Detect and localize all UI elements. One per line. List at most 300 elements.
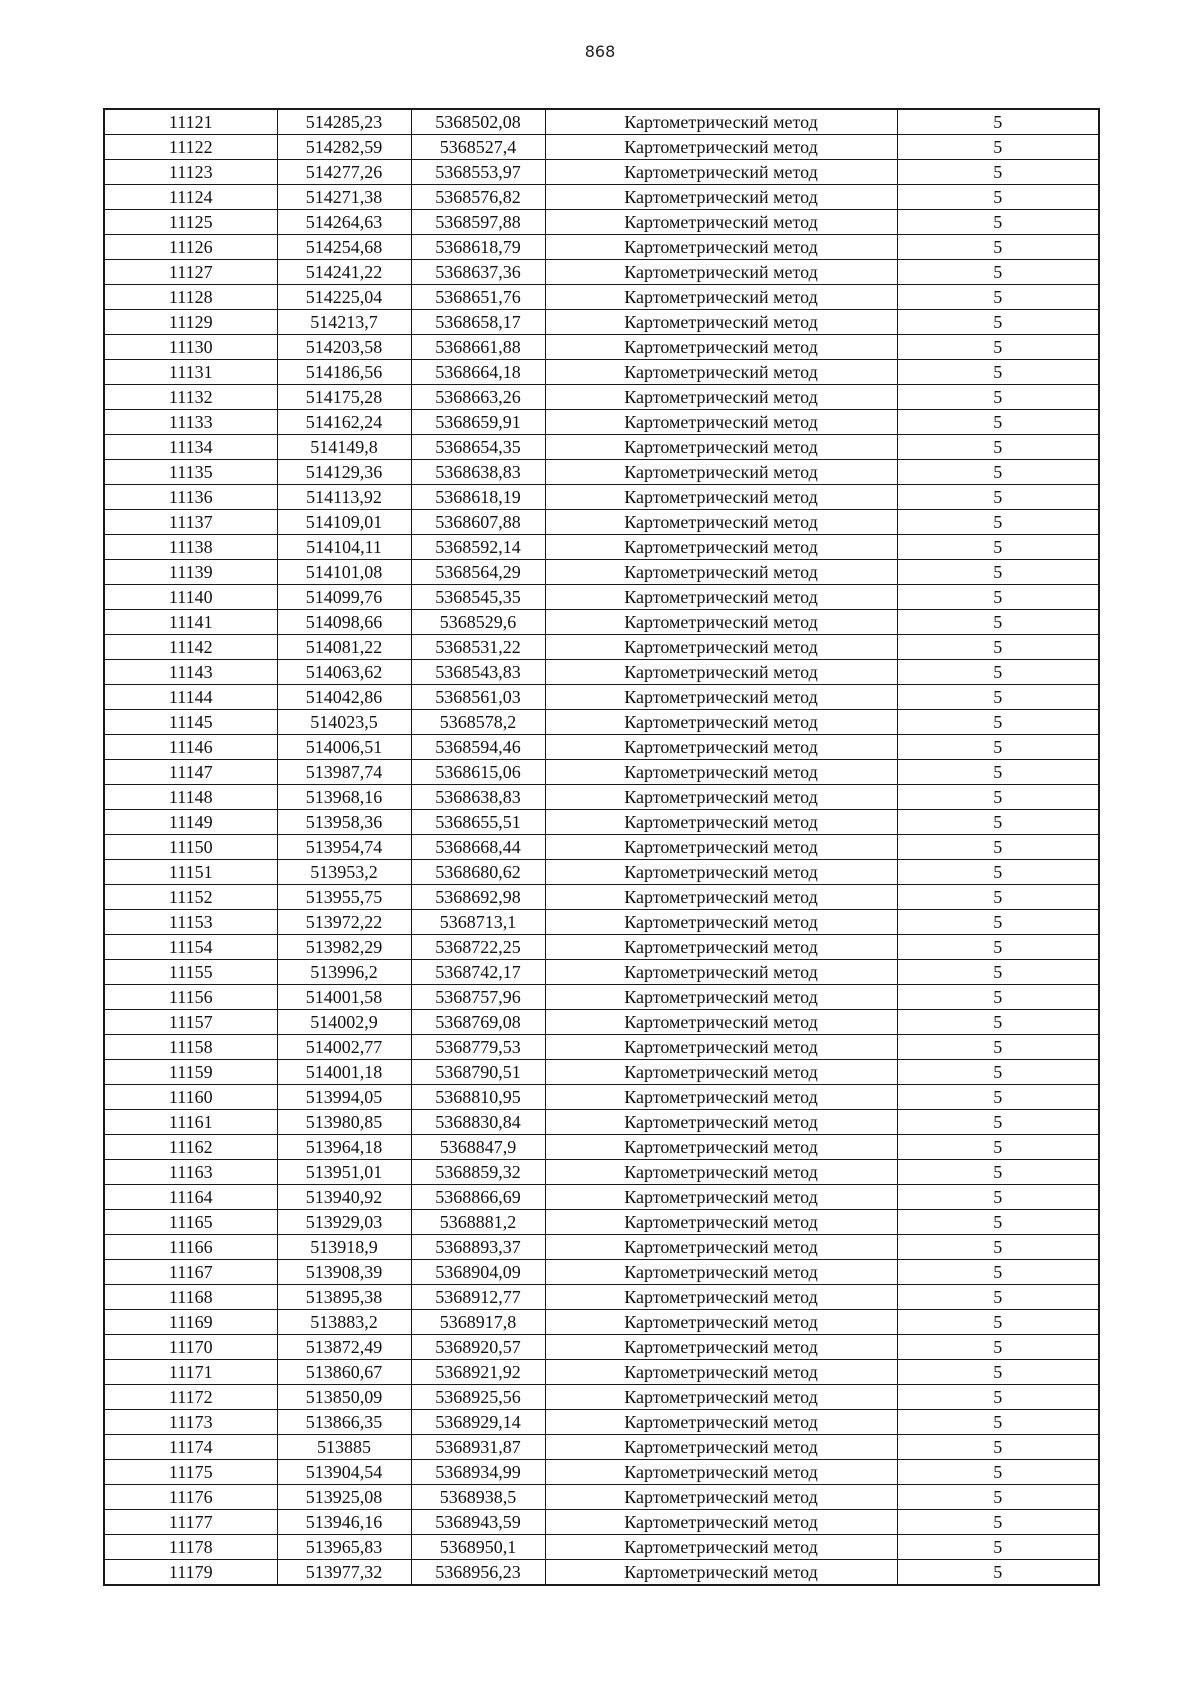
method-cell: Картометрический метод [545,210,897,235]
method-cell: Картометрический метод [545,685,897,710]
table-row [104,1360,1099,1385]
y-coordinate-cell: 5368904,09 [411,1260,545,1285]
table-row [104,860,1099,885]
accuracy-cell: 5 [897,435,1099,460]
accuracy-cell: 5 [897,1060,1099,1085]
x-coordinate-cell: 514101,08 [277,560,411,585]
y-coordinate-cell: 5368531,22 [411,635,545,660]
point-number-cell: 11137 [104,510,277,535]
x-coordinate-cell: 514001,58 [277,985,411,1010]
x-coordinate-cell: 514023,5 [277,710,411,735]
y-coordinate-cell: 5368929,14 [411,1410,545,1435]
table-row [104,1210,1099,1235]
y-coordinate-cell: 5368866,69 [411,1185,545,1210]
coordinates-table-body [104,109,1099,1585]
method-cell: Картометрический метод [545,1260,897,1285]
x-coordinate-cell: 514109,01 [277,510,411,535]
table-row [104,760,1099,785]
x-coordinate-cell: 514002,77 [277,1035,411,1060]
x-coordinate-cell: 514285,23 [277,109,411,135]
y-coordinate-cell: 5368917,8 [411,1310,545,1335]
x-coordinate-cell: 514006,51 [277,735,411,760]
point-number-cell: 11178 [104,1535,277,1560]
table-row [104,660,1099,685]
point-number-cell: 11152 [104,885,277,910]
accuracy-cell: 5 [897,1185,1099,1210]
method-cell: Картометрический метод [545,1110,897,1135]
accuracy-cell: 5 [897,135,1099,160]
y-coordinate-cell: 5368956,23 [411,1560,545,1586]
x-coordinate-cell: 514113,92 [277,485,411,510]
method-cell: Картометрический метод [545,1085,897,1110]
y-coordinate-cell: 5368658,17 [411,310,545,335]
point-number-cell: 11167 [104,1260,277,1285]
accuracy-cell: 5 [897,260,1099,285]
method-cell: Картометрический метод [545,435,897,460]
method-cell: Картометрический метод [545,1235,897,1260]
x-coordinate-cell: 513904,54 [277,1460,411,1485]
point-number-cell: 11166 [104,1235,277,1260]
accuracy-cell: 5 [897,785,1099,810]
x-coordinate-cell: 513987,74 [277,760,411,785]
x-coordinate-cell: 514099,76 [277,585,411,610]
table-row [104,1010,1099,1035]
table-row [104,210,1099,235]
method-cell: Картометрический метод [545,1010,897,1035]
table-row [104,385,1099,410]
method-cell: Картометрический метод [545,260,897,285]
x-coordinate-cell: 513972,22 [277,910,411,935]
table-row [104,285,1099,310]
accuracy-cell: 5 [897,1360,1099,1385]
table-row [104,1135,1099,1160]
accuracy-cell: 5 [897,210,1099,235]
x-coordinate-cell: 513996,2 [277,960,411,985]
accuracy-cell: 5 [897,1260,1099,1285]
y-coordinate-cell: 5368618,79 [411,235,545,260]
y-coordinate-cell: 5368950,1 [411,1535,545,1560]
point-number-cell: 11173 [104,1410,277,1435]
point-number-cell: 11156 [104,985,277,1010]
y-coordinate-cell: 5368859,32 [411,1160,545,1185]
x-coordinate-cell: 513850,09 [277,1385,411,1410]
y-coordinate-cell: 5368576,82 [411,185,545,210]
method-cell: Картометрический метод [545,1135,897,1160]
x-coordinate-cell: 514254,68 [277,235,411,260]
table-row [104,1035,1099,1060]
point-number-cell: 11124 [104,185,277,210]
accuracy-cell: 5 [897,1535,1099,1560]
y-coordinate-cell: 5368594,46 [411,735,545,760]
y-coordinate-cell: 5368578,2 [411,710,545,735]
method-cell: Картометрический метод [545,1335,897,1360]
accuracy-cell: 5 [897,109,1099,135]
accuracy-cell: 5 [897,1285,1099,1310]
accuracy-cell: 5 [897,1160,1099,1185]
point-number-cell: 11125 [104,210,277,235]
point-number-cell: 11138 [104,535,277,560]
point-number-cell: 11158 [104,1035,277,1060]
accuracy-cell: 5 [897,1310,1099,1335]
method-cell: Картометрический метод [545,710,897,735]
table-row [104,910,1099,935]
accuracy-cell: 5 [897,1560,1099,1586]
accuracy-cell: 5 [897,185,1099,210]
table-row [104,635,1099,660]
y-coordinate-cell: 5368668,44 [411,835,545,860]
point-number-cell: 11128 [104,285,277,310]
point-number-cell: 11126 [104,235,277,260]
method-cell: Картометрический метод [545,1310,897,1335]
accuracy-cell: 5 [897,1510,1099,1535]
accuracy-cell: 5 [897,335,1099,360]
point-number-cell: 11129 [104,310,277,335]
point-number-cell: 11142 [104,635,277,660]
table-row [104,485,1099,510]
accuracy-cell: 5 [897,635,1099,660]
accuracy-cell: 5 [897,1010,1099,1035]
x-coordinate-cell: 513946,16 [277,1510,411,1535]
table-row [104,610,1099,635]
y-coordinate-cell: 5368912,77 [411,1285,545,1310]
y-coordinate-cell: 5368502,08 [411,109,545,135]
method-cell: Картометрический метод [545,1035,897,1060]
x-coordinate-cell: 514203,58 [277,335,411,360]
x-coordinate-cell: 513958,36 [277,810,411,835]
method-cell: Картометрический метод [545,1460,897,1485]
table-row [104,1435,1099,1460]
table-row [104,710,1099,735]
accuracy-cell: 5 [897,1410,1099,1435]
method-cell: Картометрический метод [545,635,897,660]
x-coordinate-cell: 513951,01 [277,1160,411,1185]
x-coordinate-cell: 513940,92 [277,1185,411,1210]
table-row [104,985,1099,1010]
x-coordinate-cell: 514175,28 [277,385,411,410]
method-cell: Картометрический метод [545,935,897,960]
table-row [104,1260,1099,1285]
coordinates-table [103,108,1100,1586]
y-coordinate-cell: 5368713,1 [411,910,545,935]
accuracy-cell: 5 [897,760,1099,785]
y-coordinate-cell: 5368769,08 [411,1010,545,1035]
method-cell: Картометрический метод [545,1360,897,1385]
y-coordinate-cell: 5368553,97 [411,160,545,185]
accuracy-cell: 5 [897,360,1099,385]
y-coordinate-cell: 5368925,56 [411,1385,545,1410]
table-row [104,335,1099,360]
y-coordinate-cell: 5368664,18 [411,360,545,385]
table-row [104,935,1099,960]
accuracy-cell: 5 [897,410,1099,435]
method-cell: Картометрический метод [545,1485,897,1510]
x-coordinate-cell: 513954,74 [277,835,411,860]
table-row [104,1535,1099,1560]
point-number-cell: 11163 [104,1160,277,1185]
point-number-cell: 11130 [104,335,277,360]
accuracy-cell: 5 [897,285,1099,310]
y-coordinate-cell: 5368615,06 [411,760,545,785]
point-number-cell: 11177 [104,1510,277,1535]
table-row [104,1410,1099,1435]
method-cell: Картометрический метод [545,335,897,360]
point-number-cell: 11172 [104,1385,277,1410]
x-coordinate-cell: 514104,11 [277,535,411,560]
table-row [104,135,1099,160]
accuracy-cell: 5 [897,710,1099,735]
y-coordinate-cell: 5368592,14 [411,535,545,560]
y-coordinate-cell: 5368561,03 [411,685,545,710]
x-coordinate-cell: 513994,05 [277,1085,411,1110]
y-coordinate-cell: 5368661,88 [411,335,545,360]
y-coordinate-cell: 5368893,37 [411,1235,545,1260]
method-cell: Картометрический метод [545,1210,897,1235]
point-number-cell: 11121 [104,109,277,135]
y-coordinate-cell: 5368607,88 [411,510,545,535]
y-coordinate-cell: 5368638,83 [411,460,545,485]
y-coordinate-cell: 5368529,6 [411,610,545,635]
point-number-cell: 11170 [104,1335,277,1360]
x-coordinate-cell: 514042,86 [277,685,411,710]
x-coordinate-cell: 514162,24 [277,410,411,435]
accuracy-cell: 5 [897,885,1099,910]
table-row [104,510,1099,535]
method-cell: Картометрический метод [545,785,897,810]
y-coordinate-cell: 5368655,51 [411,810,545,835]
y-coordinate-cell: 5368881,2 [411,1210,545,1235]
x-coordinate-cell: 514282,59 [277,135,411,160]
method-cell: Картометрический метод [545,810,897,835]
x-coordinate-cell: 513866,35 [277,1410,411,1435]
accuracy-cell: 5 [897,935,1099,960]
point-number-cell: 11131 [104,360,277,385]
table-row [104,185,1099,210]
x-coordinate-cell: 513918,9 [277,1235,411,1260]
y-coordinate-cell: 5368934,99 [411,1460,545,1485]
point-number-cell: 11146 [104,735,277,760]
x-coordinate-cell: 513925,08 [277,1485,411,1510]
table-row [104,1560,1099,1586]
x-coordinate-cell: 514063,62 [277,660,411,685]
y-coordinate-cell: 5368543,83 [411,660,545,685]
table-row [104,585,1099,610]
table-row [104,1185,1099,1210]
x-coordinate-cell: 513953,2 [277,860,411,885]
point-number-cell: 11157 [104,1010,277,1035]
method-cell: Картометрический метод [545,1510,897,1535]
x-coordinate-cell: 514241,22 [277,260,411,285]
x-coordinate-cell: 514264,63 [277,210,411,235]
y-coordinate-cell: 5368830,84 [411,1110,545,1135]
method-cell: Картометрический метод [545,985,897,1010]
point-number-cell: 11139 [104,560,277,585]
x-coordinate-cell: 513908,39 [277,1260,411,1285]
y-coordinate-cell: 5368659,91 [411,410,545,435]
point-number-cell: 11171 [104,1360,277,1385]
accuracy-cell: 5 [897,160,1099,185]
table-row [104,785,1099,810]
method-cell: Картометрический метод [545,1560,897,1586]
x-coordinate-cell: 513968,16 [277,785,411,810]
method-cell: Картометрический метод [545,560,897,585]
point-number-cell: 11140 [104,585,277,610]
method-cell: Картометрический метод [545,860,897,885]
table-row [104,235,1099,260]
method-cell: Картометрический метод [545,385,897,410]
accuracy-cell: 5 [897,1035,1099,1060]
point-number-cell: 11135 [104,460,277,485]
method-cell: Картометрический метод [545,910,897,935]
method-cell: Картометрический метод [545,1535,897,1560]
table-row [104,535,1099,560]
method-cell: Картометрический метод [545,1060,897,1085]
method-cell: Картометрический метод [545,1385,897,1410]
y-coordinate-cell: 5368680,62 [411,860,545,885]
y-coordinate-cell: 5368663,26 [411,385,545,410]
point-number-cell: 11174 [104,1435,277,1460]
point-number-cell: 11165 [104,1210,277,1235]
method-cell: Картометрический метод [545,510,897,535]
table-row [104,1385,1099,1410]
table-row [104,410,1099,435]
table-row [104,1485,1099,1510]
accuracy-cell: 5 [897,835,1099,860]
method-cell: Картометрический метод [545,735,897,760]
point-number-cell: 11147 [104,760,277,785]
point-number-cell: 11143 [104,660,277,685]
y-coordinate-cell: 5368637,36 [411,260,545,285]
y-coordinate-cell: 5368810,95 [411,1085,545,1110]
method-cell: Картометрический метод [545,1435,897,1460]
method-cell: Картометрический метод [545,1160,897,1185]
table-row [104,310,1099,335]
accuracy-cell: 5 [897,485,1099,510]
table-row [104,735,1099,760]
y-coordinate-cell: 5368564,29 [411,560,545,585]
method-cell: Картометрический метод [545,835,897,860]
y-coordinate-cell: 5368920,57 [411,1335,545,1360]
x-coordinate-cell: 513964,18 [277,1135,411,1160]
x-coordinate-cell: 514149,8 [277,435,411,460]
point-number-cell: 11154 [104,935,277,960]
y-coordinate-cell: 5368779,53 [411,1035,545,1060]
point-number-cell: 11176 [104,1485,277,1510]
accuracy-cell: 5 [897,1210,1099,1235]
y-coordinate-cell: 5368943,59 [411,1510,545,1535]
accuracy-cell: 5 [897,1235,1099,1260]
point-number-cell: 11175 [104,1460,277,1485]
point-number-cell: 11148 [104,785,277,810]
x-coordinate-cell: 513965,83 [277,1535,411,1560]
method-cell: Картометрический метод [545,760,897,785]
x-coordinate-cell: 514225,04 [277,285,411,310]
method-cell: Картометрический метод [545,160,897,185]
point-number-cell: 11159 [104,1060,277,1085]
x-coordinate-cell: 513883,2 [277,1310,411,1335]
accuracy-cell: 5 [897,1085,1099,1110]
y-coordinate-cell: 5368527,4 [411,135,545,160]
table-row [104,1510,1099,1535]
method-cell: Картометрический метод [545,185,897,210]
table-row [104,1060,1099,1085]
x-coordinate-cell: 513872,49 [277,1335,411,1360]
x-coordinate-cell: 514186,56 [277,360,411,385]
y-coordinate-cell: 5368654,35 [411,435,545,460]
table-row [104,260,1099,285]
accuracy-cell: 5 [897,685,1099,710]
method-cell: Картометрический метод [545,135,897,160]
accuracy-cell: 5 [897,385,1099,410]
x-coordinate-cell: 514001,18 [277,1060,411,1085]
x-coordinate-cell: 513982,29 [277,935,411,960]
method-cell: Картометрический метод [545,485,897,510]
y-coordinate-cell: 5368757,96 [411,985,545,1010]
point-number-cell: 11162 [104,1135,277,1160]
point-number-cell: 11123 [104,160,277,185]
point-number-cell: 11164 [104,1185,277,1210]
y-coordinate-cell: 5368931,87 [411,1435,545,1460]
x-coordinate-cell: 514098,66 [277,610,411,635]
table-row [104,1310,1099,1335]
x-coordinate-cell: 514002,9 [277,1010,411,1035]
table-row [104,685,1099,710]
point-number-cell: 11133 [104,410,277,435]
point-number-cell: 11127 [104,260,277,285]
y-coordinate-cell: 5368618,19 [411,485,545,510]
point-number-cell: 11160 [104,1085,277,1110]
table-row [104,1110,1099,1135]
method-cell: Картометрический метод [545,1185,897,1210]
x-coordinate-cell: 514129,36 [277,460,411,485]
point-number-cell: 11155 [104,960,277,985]
accuracy-cell: 5 [897,1110,1099,1135]
accuracy-cell: 5 [897,1385,1099,1410]
x-coordinate-cell: 513955,75 [277,885,411,910]
x-coordinate-cell: 513929,03 [277,1210,411,1235]
table-row [104,435,1099,460]
x-coordinate-cell: 514213,7 [277,310,411,335]
table-row [104,1285,1099,1310]
point-number-cell: 11168 [104,1285,277,1310]
point-number-cell: 11136 [104,485,277,510]
point-number-cell: 11151 [104,860,277,885]
y-coordinate-cell: 5368545,35 [411,585,545,610]
table-row [104,835,1099,860]
method-cell: Картометрический метод [545,535,897,560]
y-coordinate-cell: 5368938,5 [411,1485,545,1510]
point-number-cell: 11169 [104,1310,277,1335]
point-number-cell: 11132 [104,385,277,410]
table-row [104,109,1099,135]
point-number-cell: 11161 [104,1110,277,1135]
accuracy-cell: 5 [897,1135,1099,1160]
accuracy-cell: 5 [897,910,1099,935]
x-coordinate-cell: 514271,38 [277,185,411,210]
accuracy-cell: 5 [897,560,1099,585]
accuracy-cell: 5 [897,1335,1099,1360]
table-row [104,560,1099,585]
x-coordinate-cell: 513860,67 [277,1360,411,1385]
x-coordinate-cell: 514081,22 [277,635,411,660]
table-row [104,1235,1099,1260]
page-number: 868 [584,42,616,61]
accuracy-cell: 5 [897,460,1099,485]
point-number-cell: 11122 [104,135,277,160]
accuracy-cell: 5 [897,610,1099,635]
method-cell: Картометрический метод [545,460,897,485]
method-cell: Картометрический метод [545,610,897,635]
point-number-cell: 11150 [104,835,277,860]
